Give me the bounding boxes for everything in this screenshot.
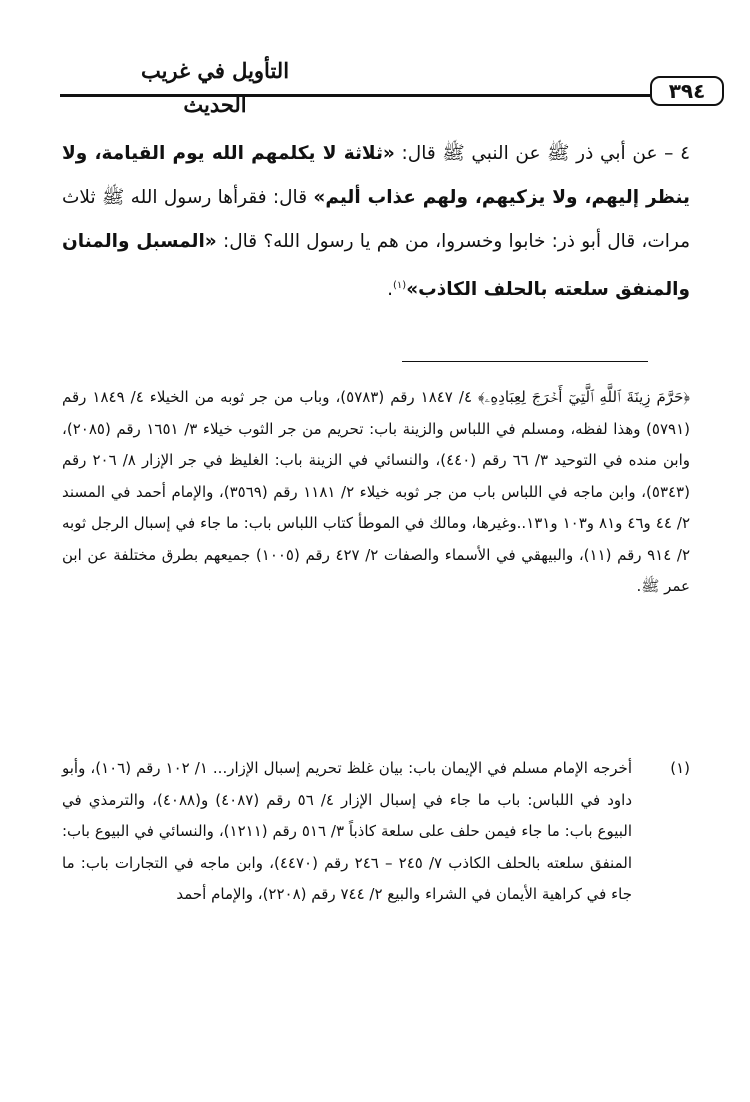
footnote-separator (402, 361, 648, 362)
page-number: ٣٩٤ (650, 76, 724, 106)
page-header (60, 54, 710, 117)
footnote-1-text: أخرجه الإمام مسلم في الإيمان باب: بيان غلظ تحريم إسبال الإزار... ١/ ١٠٢ رقم (١٠٦)، وأبو داود في اللباس: باب ما جاء في إسبال الإزار ٤/ ٥٦ رقم (٤٠٨٧) و(٤٠٨٨)، والترمذي في البيوع باب: ما جاء فيمن حلف على سلعة كاذباً ٣/ ٥١٦ رقم (١٢١١)، والنسائي في البيوع باب: المنفق سلعته بالحلف الكاذب ٧/ ٢٤٥ – ٢٤٦ رقم (٤٤٧٠)، وابن ماجه في التجارات باب: ما جاء في كراهية الأيمان في الشراء والبيع ٢/ ٧٤٤ رقم (٢٢٠٨)، والإمام أحمد (62, 759, 632, 903)
footnote-1-number: (١) (670, 759, 690, 777)
hadith-quote-2: «المسبل والمنان والمنفق سلعته بالحلف الكاذب» (62, 231, 690, 301)
footnotes-continued (62, 382, 690, 603)
footnote-ref[interactable]: (١) (393, 280, 407, 291)
header-rule (60, 94, 650, 97)
hadith-middle: قال: فقرأها رسول الله ﷺ ثلاث مرات، قال أبو ذر: خابوا وخسروا، من هم يا رسول الله؟ قال: (62, 187, 690, 252)
hadith-intro: ٤ – عن أبي ذر ﷺ عن النبي ﷺ قال: (401, 143, 690, 164)
running-title: التأويل في غريب الحديث (140, 58, 290, 117)
hadith-text (62, 132, 690, 312)
hadith-end: . (387, 279, 394, 301)
hadith-quote-1: «ثلاثة لا يكلمهم الله يوم القيامة، ولا ينظر إليهم، ولا يزكيهم، ولهم عذاب أليم» (62, 143, 690, 208)
hadith-paragraph (62, 132, 690, 312)
footnote-continued-text: ﴿حَرَّمَ زِينَةَ ٱللَّهِ ٱلَّتِيٓ أَخۡرَجَ لِعِبَادِهِۦ﴾ ٤/ ١٨٤٧ رقم (٥٧٨٣)، وباب من جر ثوبه من الخيلاء ٤/ ١٨٤٩ رقم (٥٧٩١) وهذا لفظه، ومسلم في اللباس والزينة باب: تحريم من جر الثوب خيلاء ٣/ ١٦٥١ رقم (٢٠٨٥)، وابن منده في التوحيد ٣/ ٦٦ رقم (٤٤٠)، والنسائي في الزينة باب: الغليظ في جر الإزار ٨/ ٢٠٦ رقم (٥٣٤٣)، وابن ماجه في اللباس باب من جر ثوبه خيلاء ٢/ ١١٨١ رقم (٣٥٦٩)، والإمام أحمد في المسند ٢/ ٤٤ و٤٦ و٨١ و١٠٣ و١٣١..وغيرها، ومالك في الموطأ كتاب اللباس باب: ما جاء في إسبال الرجل ثوبه ٢/ ٩١٤ رقم (١١)، والبيهقي في الأسماء والصفات ٢/ ٤٢٧ رقم (١٠٠٥) جميعهم بطرق مختلفة عن ابن عمر ﷺ. (62, 388, 691, 595)
